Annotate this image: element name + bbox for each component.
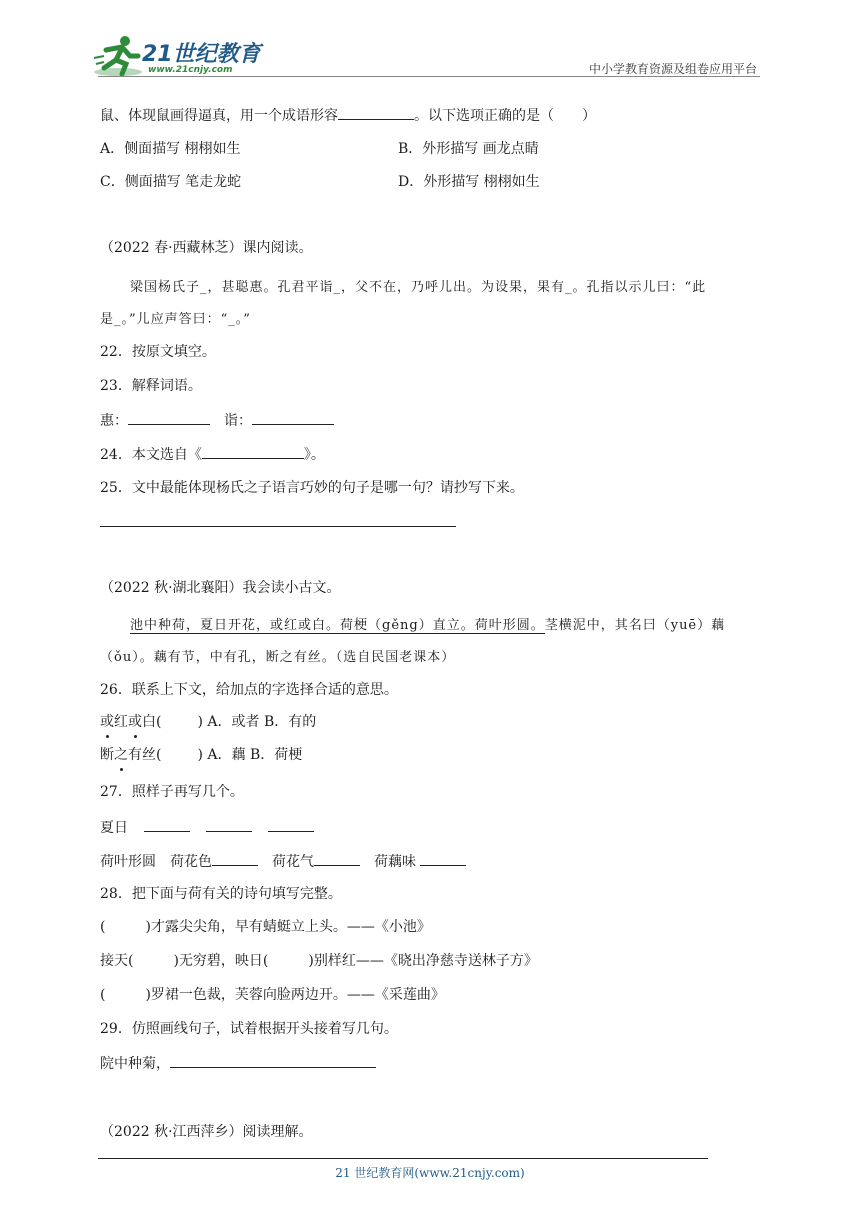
answer-line[interactable] — [100, 526, 456, 527]
question-23: 23．解释词语。 — [100, 378, 202, 394]
q26a-char: 红 — [114, 714, 128, 730]
answer-blank[interactable] — [268, 817, 314, 832]
option-d[interactable]: D．外形描写 栩栩如生 — [398, 174, 540, 190]
q26b-options: ) A．藕 B．荷梗 — [197, 747, 303, 763]
question-25: 25．文中最能体现杨氏之子语言巧妙的句子是哪一句？请抄写下来。 — [100, 480, 524, 496]
q27-example: 夏日 — [100, 820, 128, 836]
answer-blank[interactable] — [338, 105, 414, 120]
option-c[interactable]: C．侧面描写 笔走龙蛇 — [100, 174, 242, 190]
dotted-char: 之 — [114, 747, 128, 763]
option-a[interactable]: A．侧面描写 栩栩如生 — [100, 141, 241, 157]
q28-line-1 — [100, 917, 431, 937]
q27-row-2 — [100, 851, 466, 872]
question-28: 28．把下面与荷有关的诗句填写完整。 — [100, 886, 342, 902]
dotted-char: 或 — [128, 714, 142, 730]
word-explain-row — [100, 410, 334, 431]
passage-source: （2022 秋·湖北襄阳）我会读小古文。 — [100, 580, 341, 596]
q27-row-1 — [100, 817, 314, 838]
answer-blank[interactable] — [206, 817, 252, 832]
passage-text: 是_。”儿应声答曰：“_。” — [100, 312, 251, 327]
passage-source: （2022 春·西藏林芝）课内阅读。 — [100, 240, 313, 256]
logo-url: www.21cnjy.com — [148, 65, 233, 75]
word-yi-label: 诣： — [224, 413, 252, 429]
dotted-char: 或 — [100, 714, 114, 730]
question-29: 29．仿照画线句子，试着根据开头接着写几句。 — [100, 1021, 398, 1037]
platform-label: 中小学教育资源及组卷应用平台 — [588, 62, 757, 76]
q27-prompt: 荷藕味 — [374, 854, 416, 870]
question-stem — [100, 105, 596, 126]
q29-start: 院中种菊， — [100, 1056, 170, 1072]
underlined-sentence: 池中种荷，夏日开花，或红或白。荷梗（gěng）直立。荷叶形圆。 — [130, 618, 545, 633]
stem-text-b: 。以下选项正确的是（ ） — [414, 108, 596, 124]
passage-text: （ǒu）。藕有节，中有孔，断之有丝。（选自民国老课本） — [100, 650, 456, 665]
answer-blank[interactable] — [202, 444, 304, 459]
q26a-mid: 白( — [142, 714, 162, 730]
q28-line-2 — [100, 951, 538, 971]
answer-blank[interactable] — [170, 1053, 376, 1068]
passage-source: （2022 秋·江西萍乡）阅读理解。 — [100, 1124, 313, 1140]
poem-text: )才露尖尖角，早有蜻蜓立上头。——《小池》 — [145, 919, 431, 935]
q27-example: 荷叶形圆 — [100, 854, 156, 870]
paren-open: ( — [100, 987, 106, 1003]
poem-text: 接天( — [100, 953, 134, 969]
q26-row-b — [100, 745, 302, 765]
option-b[interactable]: B．外形描写 画龙点睛 — [398, 141, 539, 157]
q27-prompt: 荷花气 — [272, 854, 314, 870]
question-24 — [100, 444, 325, 465]
footer-divider — [98, 1158, 708, 1159]
answer-blank[interactable] — [128, 410, 210, 425]
passage-text — [130, 614, 725, 633]
q29-answer-row — [100, 1053, 376, 1074]
footer-text: 21 世纪教育网(www.21cnjy.com) — [335, 1166, 525, 1180]
poem-text: )别样红——《晓出净慈寺送林子方》 — [308, 953, 538, 969]
header-divider — [98, 76, 760, 77]
runner-logo-icon — [92, 34, 144, 78]
paren-open: ( — [100, 919, 106, 935]
answer-blank[interactable] — [420, 851, 466, 866]
word-hui-label: 惠： — [100, 413, 128, 429]
question-27: 27．照样子再写几个。 — [100, 784, 244, 800]
poem-text: )无穷碧，映日( — [173, 953, 269, 969]
logo-title: 21世纪教育 — [142, 42, 261, 67]
passage-text: 梁国杨氏子_，甚聪惠。孔君平诣_，父不在，乃呼儿出。为设果，果有_。孔指以示儿曰：“此 — [130, 280, 707, 295]
q26b-mid: 有丝( — [128, 747, 162, 763]
question-22: 22．按原文填空。 — [100, 344, 216, 360]
question-26: 26．联系上下文，给加点的字选择合适的意思。 — [100, 682, 398, 698]
passage-text-rest: 茎横泥中，其名曰（yuē）藕 — [544, 618, 726, 633]
q28-line-3 — [100, 985, 445, 1005]
q27-prompt: 荷花色 — [170, 854, 212, 870]
answer-blank[interactable] — [314, 851, 360, 866]
answer-blank[interactable] — [252, 410, 334, 425]
stem-text-a: 鼠、体现鼠画得逼真，用一个成语形容 — [100, 108, 338, 124]
poem-text: )罗裙一色裁，芙蓉向脸两边开。——《采莲曲》 — [145, 987, 445, 1003]
answer-blank[interactable] — [144, 817, 190, 832]
q26a-options: ) A．或者 B．有的 — [197, 714, 317, 730]
q26b-pre: 断 — [100, 747, 114, 763]
site-logo — [92, 34, 262, 80]
q24-text-b: 》。 — [303, 447, 325, 463]
q26-row-a — [100, 712, 316, 732]
answer-blank[interactable] — [212, 851, 258, 866]
q24-text-a: 24．本文选自《 — [100, 447, 202, 463]
